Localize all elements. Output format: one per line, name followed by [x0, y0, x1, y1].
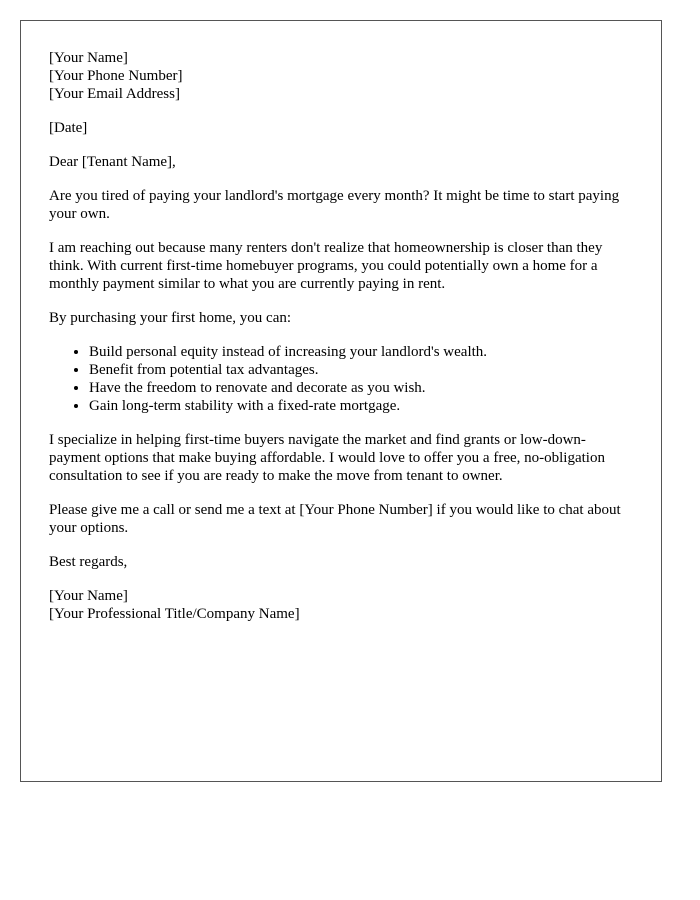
- reaching-out-paragraph: I am reaching out because many renters don't realize that homeownership is closer than they think. With current first-time homebuyer programs, you could potentially own a home for a monthly payment similar to what you are currently paying in rent.: [49, 240, 603, 292]
- intro-paragraph: Are you tired of paying your landlord's mortgage every month? It might be time to start paying your own.: [49, 188, 620, 222]
- specialize-paragraph: I specialize in helping first-time buyers navigate the market and find grants or low-down-payment options that make buying affordable. I would love to offer you a free, no-obligation consultation to see if you are ready to make the move from tenant to owner.: [49, 432, 605, 484]
- salutation: Dear [Tenant Name],: [49, 154, 176, 170]
- benefits-list: [49, 343, 633, 415]
- sender-email: [Your Email Address]: [49, 86, 180, 102]
- benefit-item: • Gain long-term stability with a fixed-rate mortgage.: [89, 397, 633, 415]
- letter-date: [Date]: [49, 120, 88, 136]
- call-to-action-paragraph: Please give me a call or send me a text at [Your Phone Number] if you would like to chat about your options.: [49, 502, 621, 536]
- benefits-lead: By purchasing your first home, you can:: [49, 310, 292, 326]
- benefit-item: • Benefit from potential tax advantages.: [89, 361, 633, 379]
- signature-title: [Your Professional Title/Company Name]: [49, 606, 300, 622]
- sender-phone: [Your Phone Number]: [49, 68, 183, 84]
- benefit-item: • Build personal equity instead of increasing your landlord's wealth.: [89, 343, 633, 361]
- sender-block: [49, 49, 633, 103]
- sender-name: [Your Name]: [49, 50, 128, 66]
- signature-name: [Your Name]: [49, 588, 128, 604]
- letter-page: [20, 20, 662, 782]
- benefit-item: • Have the freedom to renovate and decorate as you wish.: [89, 379, 633, 397]
- closing: Best regards,: [49, 554, 128, 570]
- signature-block: [49, 587, 633, 623]
